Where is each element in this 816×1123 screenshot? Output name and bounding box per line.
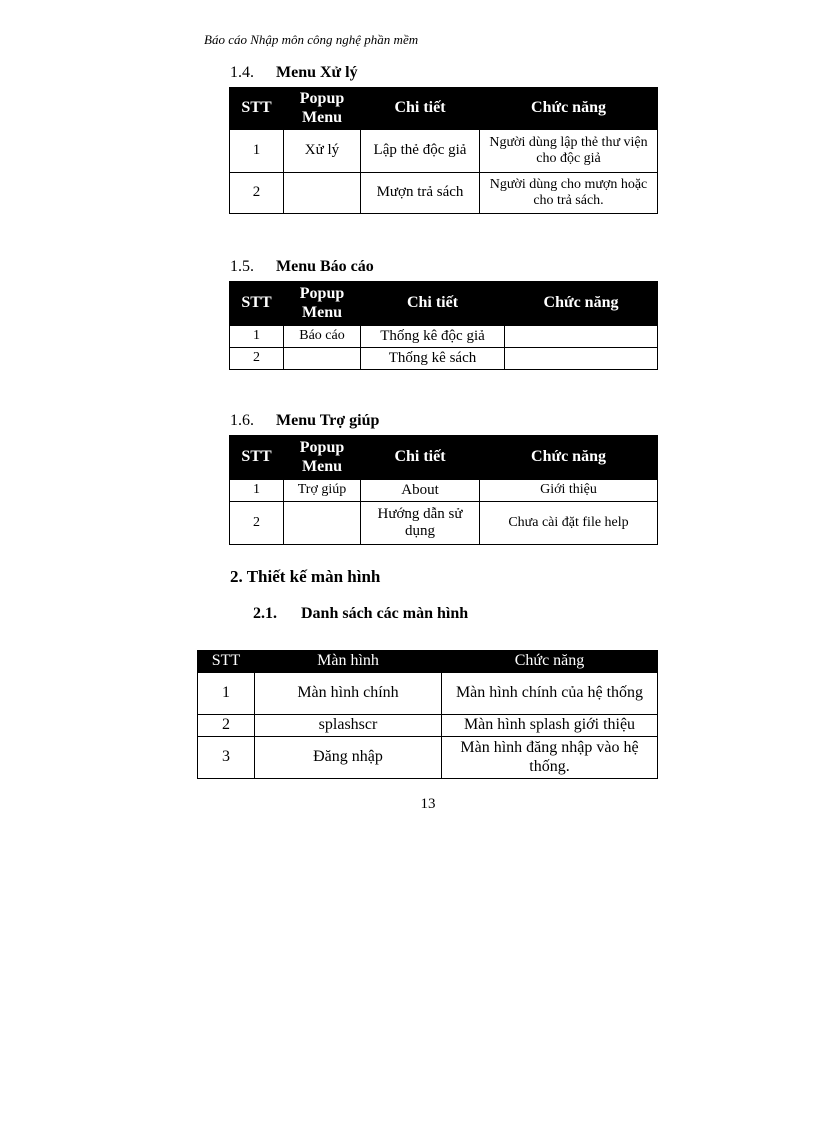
table-cell: Đăng nhập [255,737,442,779]
section-number: 1.4. [230,64,254,81]
column-header: Chức năng [505,282,658,326]
table-cell [284,348,361,370]
screens-table [197,650,658,779]
menu-table [229,281,658,370]
column-header: STT [230,436,284,480]
column-header: Chức năng [480,436,658,480]
table-cell: About [361,480,480,502]
table-cell: Mượn trả sách [361,173,480,214]
table-row [230,326,658,348]
column-header: STT [230,88,284,130]
section-title [230,412,379,430]
table-cell: Màn hình đăng nhập vào hệ thống. [442,737,658,779]
table-cell: Xử lý [284,130,361,173]
heading-2: 2. Thiết kế màn hình [230,567,381,586]
table-cell: Chưa cài đặt file help [480,502,658,545]
table-cell: Thống kê sách [361,348,505,370]
table-cell: Lập thẻ độc giả [361,130,480,173]
section-label: Menu Trợ giúp [276,412,380,429]
section-number: 1.5. [230,258,254,275]
table-cell: 1 [230,130,284,173]
table-cell: Hướng dẫn sử dụng [361,502,480,545]
table-cell: 1 [198,673,255,715]
table-cell [505,326,658,348]
table-header-row [230,436,658,480]
heading-3-number: 2.1. [253,605,277,622]
section-number: 1.6. [230,412,254,429]
menu-table [229,87,658,214]
table-header-row [230,282,658,326]
table-cell: Màn hình splash giới thiệu [442,715,658,737]
column-header: Chi tiết [361,88,480,130]
column-header: STT [230,282,284,326]
table-cell: Báo cáo [284,326,361,348]
table-row [198,715,658,737]
section-label: Menu Xử lý [276,64,358,81]
heading-3-title: Danh sách các màn hình [301,605,469,622]
table-row [230,348,658,370]
section-title [230,258,374,276]
column-header: Chi tiết [361,436,480,480]
table-cell: Thống kê độc giả [361,326,505,348]
table-row [198,673,658,715]
table-row [230,173,658,214]
table-cell: 2 [198,715,255,737]
table-row [230,502,658,545]
table-cell: Màn hình chính [255,673,442,715]
column-header: Popup Menu [284,436,361,480]
heading-3 [253,605,468,623]
menu-table [229,435,658,545]
column-header: STT [198,651,255,673]
section-title [230,64,358,82]
table-row [230,130,658,173]
column-header: Chức năng [442,651,658,673]
table-cell: Giới thiệu [480,480,658,502]
page-header: Báo cáo Nhập môn công nghệ phần mềm [204,32,419,47]
table-header-row [230,88,658,130]
table-cell: 2 [230,173,284,214]
column-header: Chức năng [480,88,658,130]
column-header: Màn hình [255,651,442,673]
table-header-row [198,651,658,673]
table-cell [505,348,658,370]
table-cell: 1 [230,480,284,502]
table-row [198,737,658,779]
table-cell: splashscr [255,715,442,737]
table-row [230,480,658,502]
table-cell: 2 [230,502,284,545]
table-cell: Người dùng cho mượn hoặc cho trả sách. [480,173,658,214]
table-cell: Màn hình chính của hệ thống [442,673,658,715]
column-header: Chi tiết [361,282,505,326]
table-cell: Người dùng lập thẻ thư viện cho độc giả [480,130,658,173]
table-cell [284,502,361,545]
table-cell: 2 [230,348,284,370]
table-cell: 3 [198,737,255,779]
table-cell: Trợ giúp [284,480,361,502]
section-label: Menu Báo cáo [276,258,374,275]
table-cell: 1 [230,326,284,348]
table-cell [284,173,361,214]
column-header: Popup Menu [284,88,361,130]
column-header: Popup Menu [284,282,361,326]
page-number: 13 [420,796,436,812]
